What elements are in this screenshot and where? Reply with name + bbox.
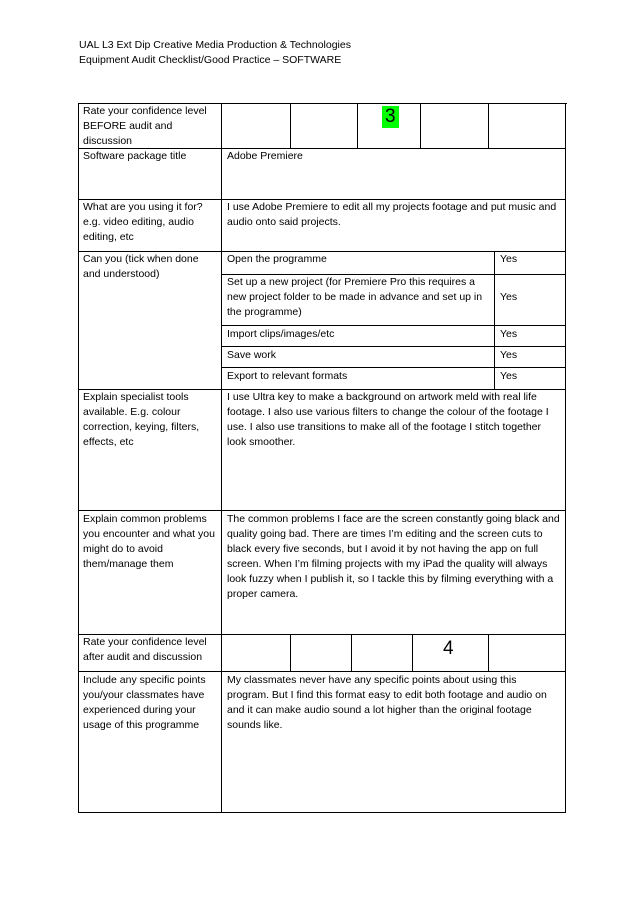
task-open-programme: Open the programme [227,253,327,265]
row-divider [78,671,566,672]
row-divider [78,510,566,511]
task-divider [221,325,566,326]
table-bottom-border [78,812,566,813]
rating-divider [351,634,352,671]
task-status[interactable]: Yes [500,253,518,265]
can-you-label: Can you (tick when done and understood) [83,253,199,280]
software-title-value[interactable]: Adobe Premiere [227,150,303,162]
usage-value[interactable]: I use Adobe Premiere to edit all my projects footage and put music and audio onto said projects. [227,201,557,228]
usage-label: What are you using it for? e.g. video editing, audio editing, etc [83,201,203,243]
specialist-tools-label: Explain specialist tools available. E.g. colour correction, keying, filters, effects, etc [83,391,200,448]
software-title-label: Software package title [83,150,187,162]
document-header [79,38,351,68]
specific-points-label: Include any specific points you/your classmates have experienced during your usage of this programme [83,674,206,731]
task-export: Export to relevant formats [227,370,348,382]
task-status[interactable]: Yes [500,370,518,382]
status-column-divider [494,251,495,389]
rating-divider [420,103,421,148]
confidence-before-label: Rate your confidence level BEFORE audit and discussion [83,105,207,147]
task-status[interactable]: Yes [500,349,518,361]
header-checklist-title: Equipment Audit Checklist/Good Practice – SOFTWARE [79,54,342,66]
common-problems-value[interactable]: The common problems I face are the screen constantly going black and quality going bad. There are times I’m editing and the screen cuts to black every five seconds, but I avoid it by not having the app on full screen. When I’m filming projects with my iPad the quality will always look fuzzy when I publish it, so I tackle this by filming everything with a proper camera. [227,513,560,600]
common-problems-label: Explain common problems you encounter and what you might do to avoid them/manage them [83,513,215,570]
task-divider [221,346,566,347]
rating-divider [290,634,291,671]
rating-divider [488,103,489,148]
task-save-work: Save work [227,349,277,361]
specialist-tools-value[interactable]: I use Ultra key to make a background on artwork meld with real life footage. I also use various filters to change the colour of the footage I use. I also use transitions to make all of the footage I stitch together look smoother. [227,391,549,448]
header-course-title: UAL L3 Ext Dip Creative Media Production & Technologies [79,39,351,51]
confidence-after-label: Rate your confidence level after audit and discussion [83,636,207,663]
task-divider [221,367,566,368]
specific-points-value[interactable]: My classmates never have any specific points about using this program. But I find this format easy to edit both footage and audio on and it can make audio sound a lot higher than the original footage sounds like. [227,674,547,731]
label-column-divider [221,103,222,813]
task-status[interactable]: Yes [500,291,518,303]
rating-divider [488,634,489,671]
task-import-clips: Import clips/images/etc [227,328,335,340]
table-left-border [78,103,79,813]
task-new-project: Set up a new project (for Premiere Pro this requires a new project folder to be made in advance and set up in the programme) [227,276,483,318]
confidence-after-rating[interactable]: 4 [443,638,454,659]
confidence-before-rating[interactable]: 3 [382,106,399,128]
task-status[interactable]: Yes [500,328,518,340]
rating-divider [290,103,291,148]
table-right-border [565,103,566,813]
rating-divider [412,634,413,671]
rating-divider [357,103,358,148]
